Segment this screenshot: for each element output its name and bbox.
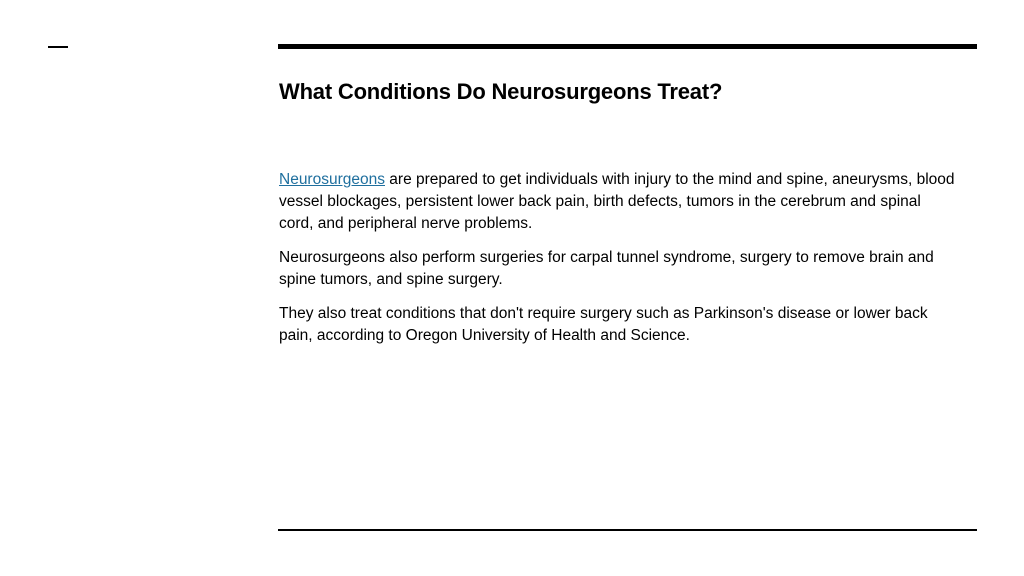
paragraph-2: Neurosurgeons also perform surgeries for carpal tunnel syndrome, surgery to remove brain and spine tumors, and spine surgery. bbox=[279, 249, 934, 288]
paragraph-1 bbox=[279, 169, 959, 235]
paragraph-3: They also treat conditions that don't require surgery such as Parkinson's disease or lower back pain, according to Oregon University of Health and Science. bbox=[279, 305, 928, 344]
top-divider bbox=[278, 44, 977, 49]
slide-title: What Conditions Do Neurosurgeons Treat? bbox=[279, 79, 723, 104]
neurosurgeons-link[interactable]: Neurosurgeons bbox=[279, 171, 385, 188]
slide-body bbox=[279, 169, 959, 359]
paragraph-1-text: are prepared to get individuals with injury to the mind and spine, aneurysms, blood vessel blockages, persistent lower back pain, birth defects, tumors in the cerebrum and spinal cord, and peripheral nerve problems. bbox=[279, 171, 955, 232]
corner-dash-decoration bbox=[48, 46, 68, 48]
bottom-divider bbox=[278, 529, 977, 531]
